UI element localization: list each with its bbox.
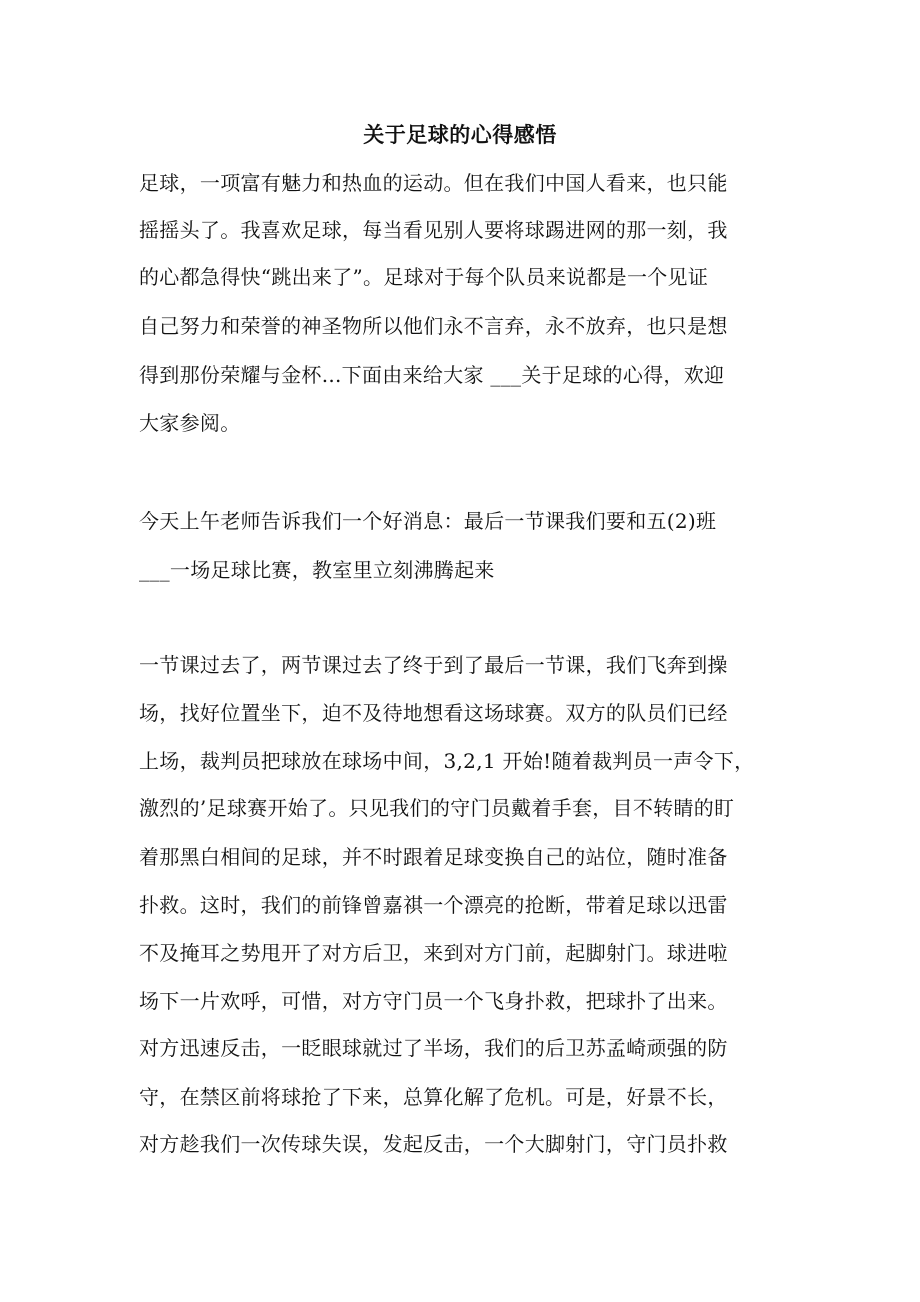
paragraph-3-line-1: 一节课过去了，两节课过去了终于到了最后一节课，我们飞奔到操: [139, 653, 728, 677]
paragraph-3-line-10: 守，在禁区前将球抢了下来，总算化解了危机。可是，好景不长，: [139, 1085, 728, 1109]
document-title: 关于足球的心得感悟: [363, 122, 557, 147]
paragraph-1-line-2: 摇摇头了。我喜欢足球，每当看见别人要将球踢进网的那一刻，我: [139, 218, 728, 242]
paragraph-3-line-9: 对方迅速反击，一眨眼球就过了半场，我们的后卫苏孟崎顽强的防: [139, 1036, 728, 1060]
paragraph-1-line-5: 得到那份荣耀与金杯...下面由来给大家 ___关于足球的心得，欢迎: [139, 363, 725, 387]
paragraph-3-line-11: 对方趁我们一次传球失误，发起反击，一个大脚射门，守门员扑救: [139, 1132, 728, 1156]
paragraph-2-line-2: ___一场足球比赛，教室里立刻沸腾起来: [139, 558, 495, 582]
paragraph-3-line-3: 上场，裁判员把球放在球场中间，3,2,1 开始!随着裁判员一声令下，: [139, 749, 755, 773]
paragraph-3-line-8: 场下一片欢呼，可惜，对方守门员一个飞身扑救，把球扑了出来。: [139, 989, 728, 1013]
paragraph-1-line-1: 足球，一项富有魅力和热血的运动。但在我们中国人看来，也只能: [139, 171, 728, 195]
paragraph-3-line-2: 场，找好位置坐下，迫不及待地想看这场球赛。双方的队员们已经: [139, 701, 728, 725]
paragraph-3-line-5: 着那黑白相间的足球，并不时跟着足球变换自己的站位，随时准备: [139, 845, 728, 869]
paragraph-1-line-4: 自己努力和荣誉的神圣物所以他们永不言弃，永不放弃，也只是想: [139, 314, 728, 338]
paragraph-2-line-1: 今天上午老师告诉我们一个好消息：最后一节课我们要和五(2)班: [139, 509, 717, 533]
paragraph-3-line-4: 激烈的’足球赛开始了。只见我们的守门员戴着手套，目不转睛的盯: [139, 796, 735, 820]
paragraph-1-line-3: 的心都急得快“跳出来了”。足球对于每个队员来说都是一个见证: [139, 265, 709, 289]
paragraph-3-line-7: 不及掩耳之势甩开了对方后卫，来到对方门前，起脚射门。球进啦: [139, 941, 728, 965]
paragraph-3-line-6: 扑救。这时，我们的前锋曾嘉祺一个漂亮的抢断，带着足球以迅雷: [139, 893, 728, 917]
paragraph-1-line-6: 大家参阅。: [139, 411, 241, 435]
